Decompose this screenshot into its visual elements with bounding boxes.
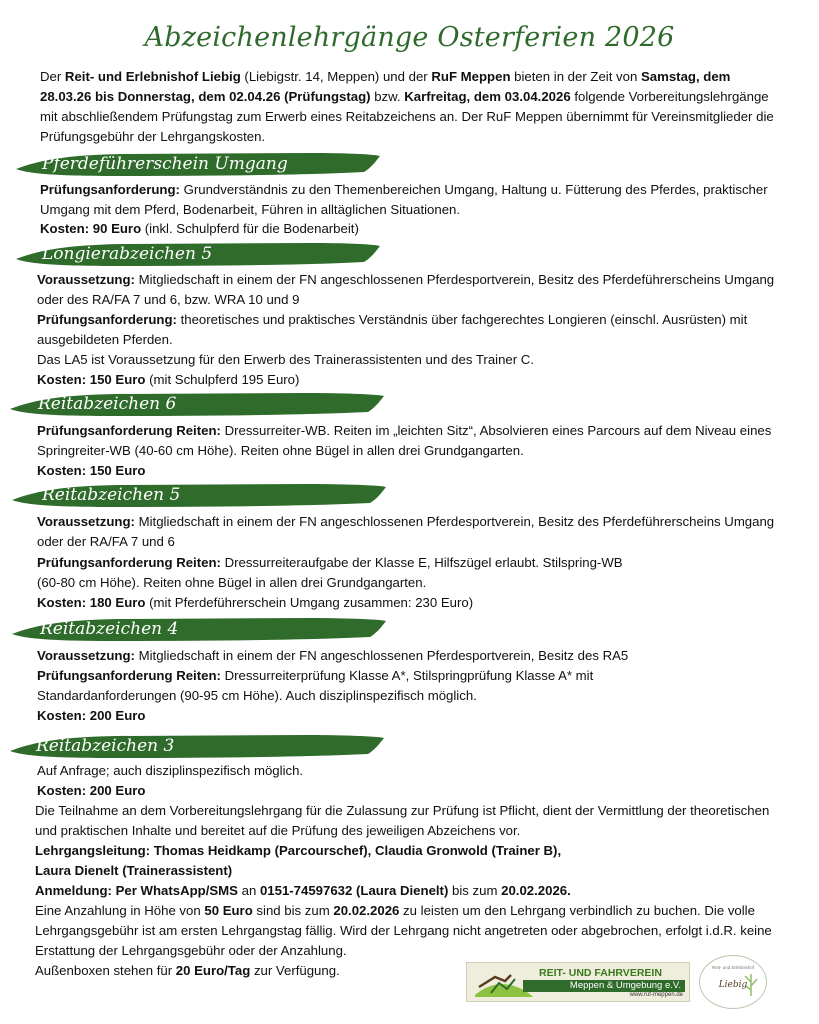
ra4-requirement: Prüfungsanforderung Reiten: Dressurreiterprüfung Klasse A*, Stilspringprüfung Klasse A* mit Standardanforderungen (90-95 cm Höhe). Auch disziplinspezifisch möglich. (37, 668, 594, 703)
lead-line-2: Laura Dienelt (Trainerassistent) (35, 863, 233, 878)
boxes-line: Außenboxen stehen für 20 Euro/Tag zur Verfügung. (35, 963, 340, 978)
la5-note: Das LA5 ist Voraussetzung für den Erwerb des Trainerassistenten und des Trainer C. (37, 352, 534, 367)
ra5-prerequisite: Voraussetzung: Mitgliedschaft in einem der FN angeschlossenen Pferdesportverein, Besitz des Pferdeführerscheins Umgang oder der RA/FA 7 und 6 (37, 514, 775, 549)
section-title: Longierabzeichen 5 (42, 244, 213, 264)
ruf-logo-url: www.ruf-meppen.de (629, 992, 683, 998)
section-banner-reitabzeichen-4 (8, 616, 388, 643)
ra5-requirement: Prüfungsanforderung Reiten: Dressurreiteraufgabe der Klasse E, Hilfszügel erlaubt. Stilspring-WB (37, 555, 623, 570)
pfs-requirement: Prüfungsanforderung: Grundverständnis zu den Themenbereichen Umgang, Haltung u. Fütterung des Pferdes, praktischer Umgang mit dem Pferd, Bodenarbeit, Führen in alltäglichen Situationen. (40, 182, 768, 217)
ra3-text: Auf Anfrage; auch disziplinspezifisch möglich. (37, 763, 304, 778)
la5-cost: Kosten: 150 Euro (mit Schulpferd 195 Euro) (37, 372, 300, 387)
participation-paragraph: Die Teilnahme an dem Vorbereitungslehrgang für die Zulassung zur Prüfung ist Pflicht, dient der Vermittlung der theoretischen und praktischen Inhalte und bereitet auf die Prüfung des jeweiligen Abzeichens vor. (35, 803, 770, 838)
intro-paragraph: Der Reit- und Erlebnishof Liebig (Liebigstr. 14, Meppen) und der RuF Meppen bieten in der Zeit von Samstag, dem 28.03.26 bis Donnerstag, dem 02.04.26 (Prüfungstag) bzw. Karfreitag, dem 03.04.2026 folgende Vorbereitungslehrgänge mit abschließendem Prüfungstag zum Erwerb eines Reitabzeichens an. Der RuF Meppen übernimmt für Vereinsmitglieder die Prüfungsgebühr der Lehrgangskosten. (40, 69, 774, 144)
ruf-logo-line1: REIT- UND FAHRVEREIN (539, 967, 662, 979)
ra6-requirement: Prüfungsanforderung Reiten: Dressurreiter-WB. Reiten im „leichten Sitz“, Absolvieren eines Parcours auf dem Niveau eines Springreiter-WB (40-60 cm Höhe). Reiten ohne Bügel in allen drei Grundgangarten. (37, 423, 772, 458)
ra4-cost: Kosten: 200 Euro (37, 708, 146, 723)
liebig-logo-name: Liebig (718, 980, 748, 990)
pfs-cost: Kosten: 90 Euro (inkl. Schulpferd für die Bodenarbeit) (40, 221, 359, 236)
section-title: Reitabzeichen 5 (42, 485, 181, 505)
la5-requirement: Prüfungsanforderung: theoretisches und praktisches Verständnis über fachgerechtes Longieren (einschl. Ausrüsten) mit ausgebildeten Pferden. (37, 312, 748, 347)
section-banner-longierabzeichen-5 (12, 241, 382, 268)
plant-icon (742, 968, 760, 998)
liebig-hof-logo (699, 955, 767, 1009)
section-banner-pferdefuehrerschein (12, 151, 382, 178)
section-banner-reitabzeichen-5 (8, 482, 388, 509)
section-title: Reitabzeichen 4 (40, 619, 179, 639)
section-title: Reitabzeichen 3 (36, 736, 175, 756)
registration-line: Anmeldung: Per WhatsApp/SMS an 0151-74597632 (Laura Dienelt) bis zum 20.02.2026. (35, 883, 571, 898)
lead-line-1: Lehrgangsleitung: Thomas Heidkamp (Parcourschef), Claudia Gronwold (Trainer B), (35, 843, 562, 858)
deposit-paragraph: Eine Anzahlung in Höhe von 50 Euro sind bis zum 20.02.2026 zu leisten um den Lehrgang verbindlich zu buchen. Die volle Lehrgangsgebühr ist am ersten Lehrgangstag fällig. Wird der Lehrgang nicht angetreten oder abgebrochen, erfolgt i.d.R. keine Erstattung der Lehrgangsgebühr oder der Anzahlung. (35, 903, 772, 958)
ra4-prerequisite: Voraussetzung: Mitgliedschaft in einem der FN angeschlossenen Pferdesportverein, Besitz des RA5 (37, 648, 629, 663)
ra6-cost: Kosten: 150 Euro (37, 463, 146, 478)
page-title: Abzeichenlehrgänge Osterferien 2026 (144, 22, 675, 53)
la5-prerequisite: Voraussetzung: Mitgliedschaft in einem der FN angeschlossenen Pferdesportverein, Besitz des Pferdeführerscheins Umgang oder des RA/FA 7 und 6, bzw. WRA 10 und 9 (37, 272, 775, 307)
ra5-cost: Kosten: 180 Euro (mit Pferdeführerschein Umgang zusammen: 230 Euro) (37, 595, 474, 610)
section-title: Reitabzeichen 6 (38, 394, 177, 414)
liebig-logo-top: Reit- und Erlebnishof (711, 965, 755, 970)
ruf-meppen-logo (466, 962, 690, 1002)
ra3-cost: Kosten: 200 Euro (37, 783, 146, 798)
section-title: Pferdeführerschein Umgang (42, 154, 288, 174)
ra5-requirement-cont: (60-80 cm Höhe). Reiten ohne Bügel in allen drei Grundgangarten. (37, 575, 427, 590)
section-banner-reitabzeichen-6 (6, 391, 386, 418)
section-banner-reitabzeichen-3 (6, 733, 386, 760)
ruf-logo-line2: Meppen & Umgebung e.V. (523, 980, 685, 992)
